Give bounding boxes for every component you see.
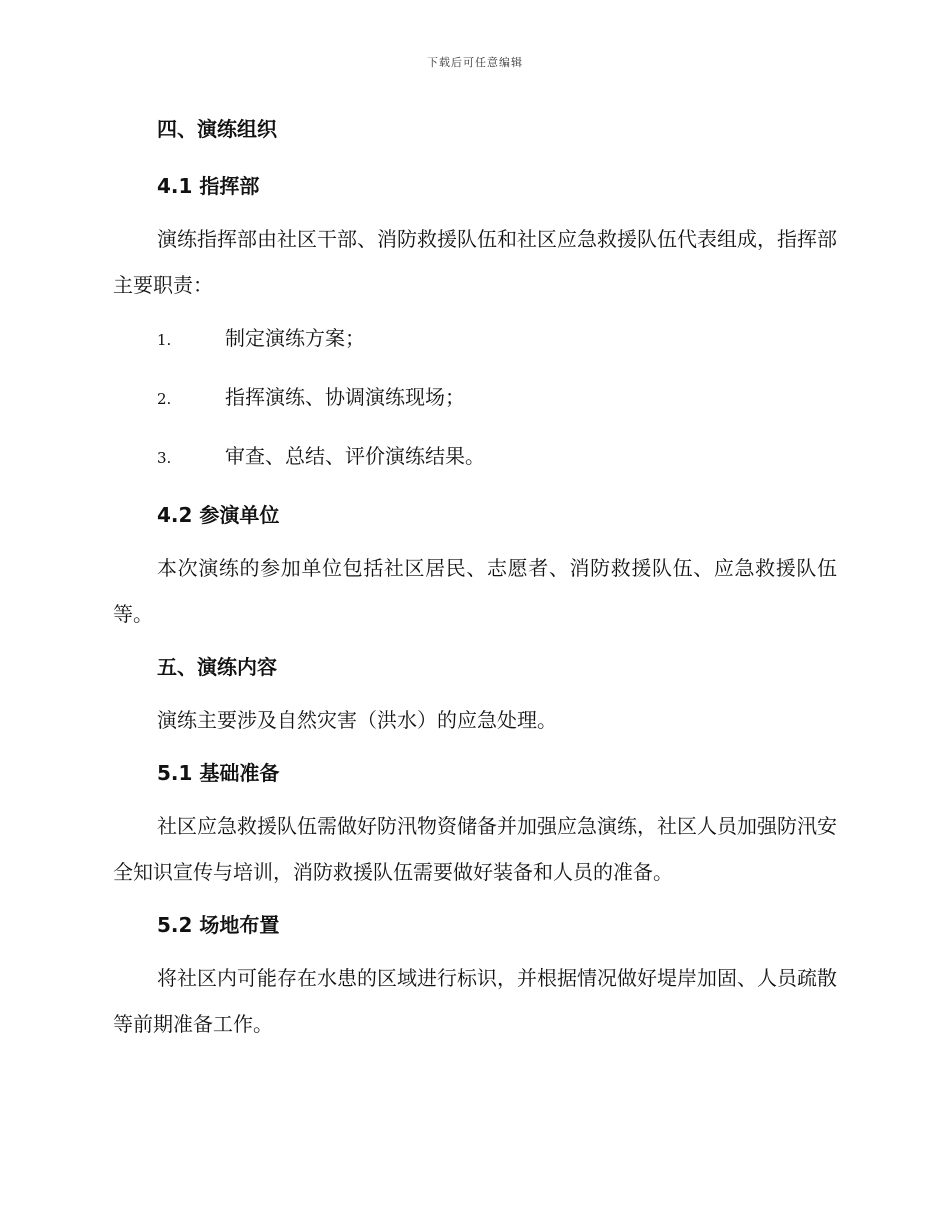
list-item-text: 制定演练方案； (225, 326, 365, 350)
section-4-heading: 四、演练组织 (157, 117, 277, 141)
section-5-1-paragraph: 社区应急救援队伍需做好防汛物资储备并加强应急演练，社区人员加强防汛安全知识宣传与培训，消防救援队伍需要做好装备和人员的准备。 (113, 814, 837, 884)
section-5-heading: 五、演练内容 (157, 655, 277, 679)
section-5-2-paragraph: 将社区内可能存在水患的区域进行标识，并根据情况做好堤岸加固、人员疏散等前期准备工作。 (113, 966, 837, 1036)
list-item (113, 322, 837, 356)
section-4-2-paragraph: 本次演练的参加单位包括社区居民、志愿者、消防救援队伍、应急救援队伍等。 (113, 556, 837, 626)
list-item-text: 指挥演练、协调演练现场； (225, 385, 465, 409)
running-header: 下载后可任意编辑 (427, 56, 523, 69)
list-item-number: 1. (157, 331, 172, 349)
section-4-1-paragraph: 演练指挥部由社区干部、消防救援队伍和社区应急救援队伍代表组成，指挥部主要职责： (113, 227, 837, 297)
document-body (113, 113, 837, 1047)
section-5-2-heading: 5.2 场地布置 (157, 913, 280, 937)
list-item-text: 审查、总结、评价演练结果。 (225, 444, 485, 468)
list-item-number: 3. (157, 449, 172, 467)
section-4-1-heading: 4.1 指挥部 (157, 174, 260, 198)
section-5-paragraph: 演练主要涉及自然灾害（洪水）的应急处理。 (157, 708, 557, 732)
list-item (113, 381, 837, 415)
list-item-number: 2. (157, 390, 172, 408)
section-4-2-heading: 4.2 参演单位 (157, 503, 280, 527)
list-item (113, 440, 837, 474)
section-5-1-heading: 5.1 基础准备 (157, 761, 280, 785)
